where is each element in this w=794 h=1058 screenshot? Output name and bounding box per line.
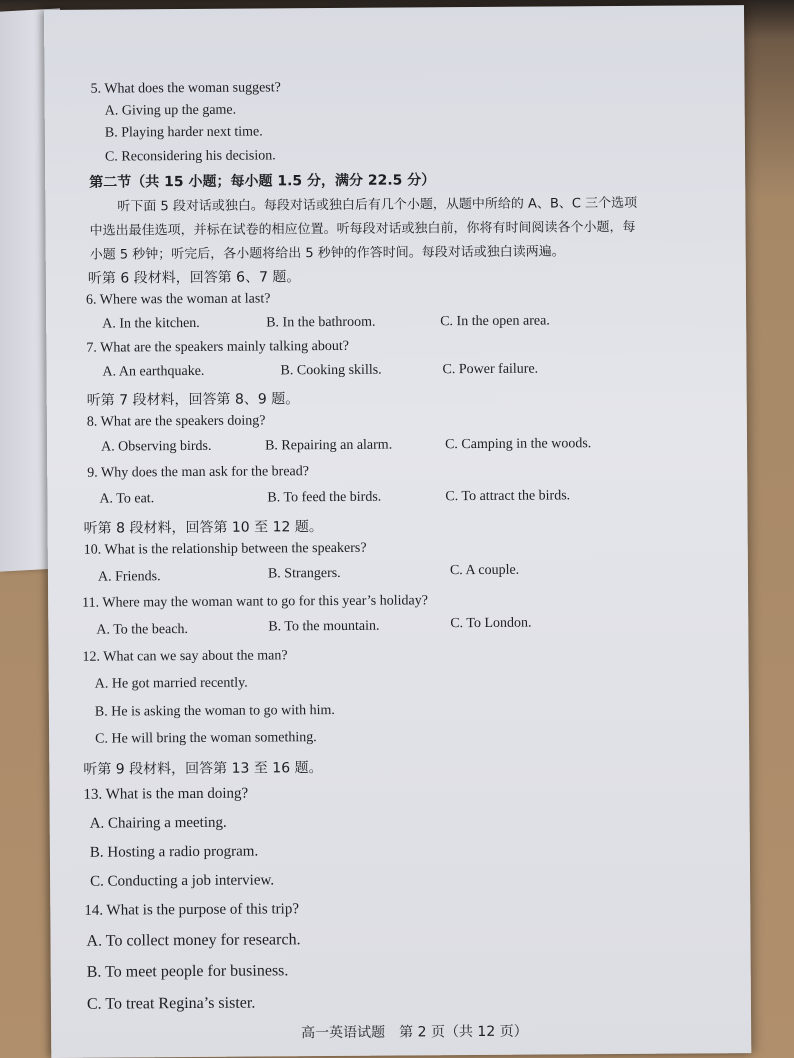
option-13c: C. Conducting a job interview. [90,872,275,890]
question-7: 7. What are the speakers mainly talking about? [86,338,349,356]
question-12: 12. What can we say about the man? [82,648,288,665]
instructions-line-3: 小题 5 秒钟；听完后，各小题将给出 5 秒钟的作答时间。每段对话或独白读两遍。 [89,244,565,263]
page-footer: 高一英语试题 第 2 页（共 12 页） [301,1023,528,1042]
question-6: 6. Where was the woman at last? [85,291,271,308]
section-title: 第二节（共 15 小题；每小题 1.5 分，满分 22.5 分） [89,172,436,191]
option-14c: C. To treat Regina’s sister. [86,994,256,1013]
exam-page [44,5,751,1058]
option-12b: B. He is asking the woman to go with him. [94,702,335,720]
option-8b: B. Repairing an alarm. [264,437,393,454]
option-10a: A. Friends. [97,569,161,585]
option-7a: A. An earthquake. [102,363,205,380]
option-11c: C. To London. [450,615,532,632]
option-5a: A. Giving up the game. [104,102,237,119]
instructions-line-2: 中选出最佳选项，并标在试卷的相应位置。听每段对话或独白前，你将有时间阅读各个小题，每 [89,219,636,239]
group-header-6: 听第 6 段材料，回答第 6、7 题。 [87,269,301,287]
option-5b: B. Playing harder next time. [104,124,263,141]
question-11: 11. Where may the woman want to go for this year’s holiday? [82,593,428,611]
option-14b: B. To meet people for business. [86,962,289,981]
option-10b: B. Strangers. [267,565,341,582]
question-14: 14. What is the purpose of this trip? [84,901,300,919]
option-11b: B. To the mountain. [268,618,380,635]
question-13: 13. What is the man doing? [83,785,249,803]
option-12c: C. He will bring the woman something. [95,730,317,747]
option-9a: A. To eat. [99,491,155,507]
group-header-9: 听第 9 段材料，回答第 13 至 16 题。 [83,760,323,778]
option-6b: B. In the bathroom. [266,314,376,331]
option-6c: C. In the open area. [440,313,550,330]
question-9: 9. Why does the man ask for the bread? [87,464,310,481]
option-13b: B. Hosting a radio program. [89,843,259,861]
option-11a: A. To the beach. [96,622,189,638]
option-14a: A. To collect money for research. [86,931,301,950]
option-13a: A. Chairing a meeting. [89,814,227,832]
option-12a: A. He got married recently. [94,675,248,692]
option-5c: C. Reconsidering his decision. [104,148,276,165]
option-6a: A. In the kitchen. [102,315,200,332]
question-8: 8. What are the speakers doing? [86,413,266,430]
option-8c: C. Camping in the woods. [444,436,592,453]
group-header-7: 听第 7 段材料，回答第 8、9 题。 [86,391,300,409]
question-10: 10. What is the relationship between the speakers? [83,540,367,558]
option-9c: C. To attract the birds. [445,488,571,505]
option-7c: C. Power failure. [442,361,539,378]
instructions-line-1: 听下面 5 段对话或独白。每段对话或独白后有几个小题，从题中所给的 A、B、C 三个选项 [117,195,638,215]
group-header-8: 听第 8 段材料，回答第 10 至 12 题。 [83,519,323,537]
question-5: 5. What does the woman suggest? [90,80,281,97]
option-8a: A. Observing birds. [101,438,212,455]
option-9b: B. To feed the birds. [267,489,382,506]
option-10c: C. A couple. [449,562,520,579]
option-7b: B. Cooking skills. [280,362,382,379]
